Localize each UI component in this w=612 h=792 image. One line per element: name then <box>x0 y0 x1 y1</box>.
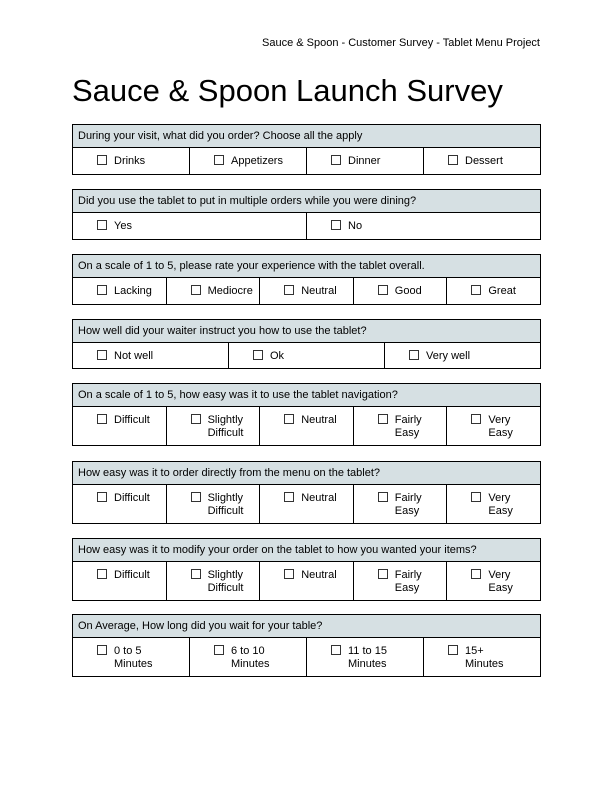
checkbox-icon[interactable] <box>284 414 294 424</box>
option-dessert[interactable]: Dessert <box>423 148 540 174</box>
question-prompt: On a scale of 1 to 5, how easy was it to use the tablet navigation? <box>73 384 540 407</box>
checkbox-icon[interactable] <box>448 155 458 165</box>
option-fairly-easy[interactable]: Fairly Easy <box>353 562 447 600</box>
question-prompt: Did you use the tablet to put in multiple orders while you were dining? <box>73 190 540 213</box>
checkbox-icon[interactable] <box>97 645 107 655</box>
question-multiple-orders <box>72 189 541 240</box>
survey-title: Sauce & Spoon Launch Survey <box>72 73 503 108</box>
checkbox-icon[interactable] <box>448 645 458 655</box>
checkbox-icon[interactable] <box>471 414 481 424</box>
option-dinner[interactable]: Dinner <box>306 148 423 174</box>
question-prompt: How easy was it to order directly from the menu on the tablet? <box>73 462 540 485</box>
option-very-easy[interactable]: Very Easy <box>446 485 540 523</box>
option-very-easy[interactable]: Very Easy <box>446 562 540 600</box>
checkbox-icon[interactable] <box>284 492 294 502</box>
option-15-plus-minutes[interactable]: 15+ Minutes <box>423 638 540 676</box>
checkbox-icon[interactable] <box>471 569 481 579</box>
option-not-well[interactable]: Not well <box>73 343 228 368</box>
option-good[interactable]: Good <box>353 278 447 304</box>
checkbox-icon[interactable] <box>409 350 419 360</box>
checkbox-icon[interactable] <box>97 285 107 295</box>
question-prompt: How easy was it to modify your order on the tablet to how you wanted your items? <box>73 539 540 562</box>
checkbox-icon[interactable] <box>378 569 388 579</box>
checkbox-icon[interactable] <box>471 492 481 502</box>
option-slightly-difficult[interactable]: Slightly Difficult <box>166 485 260 523</box>
checkbox-icon[interactable] <box>378 414 388 424</box>
question-prompt: On a scale of 1 to 5, please rate your experience with the tablet overall. <box>73 255 540 278</box>
question-waiter-instruction <box>72 319 541 369</box>
checkbox-icon[interactable] <box>191 285 201 295</box>
option-neutral[interactable]: Neutral <box>259 407 353 445</box>
option-very-well[interactable]: Very well <box>384 343 540 368</box>
option-yes[interactable]: Yes <box>73 213 306 239</box>
checkbox-icon[interactable] <box>97 220 107 230</box>
option-mediocre[interactable]: Mediocre <box>166 278 260 304</box>
option-fairly-easy[interactable]: Fairly Easy <box>353 485 447 523</box>
question-prompt: On Average, How long did you wait for your table? <box>73 615 540 638</box>
option-11-to-15-minutes[interactable]: 11 to 15 Minutes <box>306 638 423 676</box>
question-table-wait-time <box>72 614 541 677</box>
option-great[interactable]: Great <box>446 278 540 304</box>
option-neutral[interactable]: Neutral <box>259 562 353 600</box>
checkbox-icon[interactable] <box>331 155 341 165</box>
checkbox-icon[interactable] <box>97 569 107 579</box>
checkbox-icon[interactable] <box>284 569 294 579</box>
option-difficult[interactable]: Difficult <box>73 562 166 600</box>
option-slightly-difficult[interactable]: Slightly Difficult <box>166 562 260 600</box>
checkbox-icon[interactable] <box>191 414 201 424</box>
checkbox-icon[interactable] <box>331 220 341 230</box>
checkbox-icon[interactable] <box>284 285 294 295</box>
checkbox-icon[interactable] <box>191 492 201 502</box>
page-header: Sauce & Spoon - Customer Survey - Tablet Menu Project <box>262 37 540 49</box>
checkbox-icon[interactable] <box>214 645 224 655</box>
option-slightly-difficult[interactable]: Slightly Difficult <box>166 407 260 445</box>
question-navigation-ease <box>72 383 541 446</box>
checkbox-icon[interactable] <box>97 414 107 424</box>
option-neutral[interactable]: Neutral <box>259 485 353 523</box>
question-menu-ordering-ease <box>72 461 541 524</box>
option-lacking[interactable]: Lacking <box>73 278 166 304</box>
question-modify-order-ease <box>72 538 541 601</box>
option-appetizers[interactable]: Appetizers <box>189 148 306 174</box>
checkbox-icon[interactable] <box>97 155 107 165</box>
checkbox-icon[interactable] <box>214 155 224 165</box>
checkbox-icon[interactable] <box>471 285 481 295</box>
option-6-to-10-minutes[interactable]: 6 to 10 Minutes <box>189 638 306 676</box>
option-no[interactable]: No <box>306 213 540 239</box>
checkbox-icon[interactable] <box>378 285 388 295</box>
option-drinks[interactable]: Drinks <box>73 148 189 174</box>
option-very-easy[interactable]: Very Easy <box>446 407 540 445</box>
option-neutral[interactable]: Neutral <box>259 278 353 304</box>
question-prompt: How well did your waiter instruct you how to use the tablet? <box>73 320 540 343</box>
checkbox-icon[interactable] <box>97 492 107 502</box>
checkbox-icon[interactable] <box>331 645 341 655</box>
checkbox-icon[interactable] <box>97 350 107 360</box>
option-ok[interactable]: Ok <box>228 343 384 368</box>
option-difficult[interactable]: Difficult <box>73 485 166 523</box>
question-prompt: During your visit, what did you order? Choose all the apply <box>73 125 540 148</box>
checkbox-icon[interactable] <box>378 492 388 502</box>
question-order-items <box>72 124 541 175</box>
option-0-to-5-minutes[interactable]: 0 to 5 Minutes <box>73 638 189 676</box>
option-fairly-easy[interactable]: Fairly Easy <box>353 407 447 445</box>
option-difficult[interactable]: Difficult <box>73 407 166 445</box>
checkbox-icon[interactable] <box>253 350 263 360</box>
question-overall-rating <box>72 254 541 305</box>
checkbox-icon[interactable] <box>191 569 201 579</box>
